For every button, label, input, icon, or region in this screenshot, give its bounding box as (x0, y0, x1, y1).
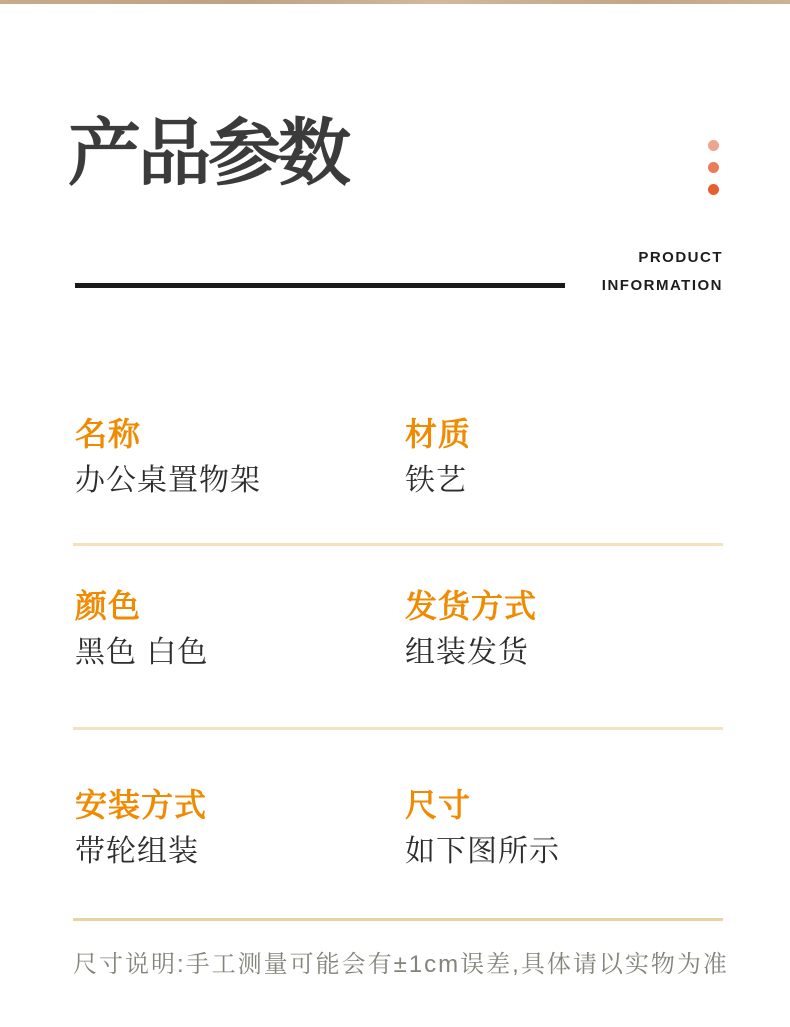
subtitle-english (602, 244, 723, 300)
dot-icon (708, 162, 719, 173)
param-label-shipping: 发货方式 (405, 588, 538, 624)
subtitle-line-product: PRODUCT (638, 249, 723, 266)
param-material (405, 415, 471, 499)
param-label-installation: 安装方式 (75, 787, 208, 823)
row-separator (73, 543, 723, 546)
param-name (75, 415, 261, 499)
dot-icon (708, 140, 719, 151)
header-divider-rule (75, 283, 565, 288)
param-installation (75, 786, 207, 870)
param-size (405, 786, 560, 870)
param-value-material: 铁艺 (405, 464, 467, 497)
param-label-color: 颜色 (75, 588, 142, 624)
param-value-name: 办公桌置物架 (75, 464, 261, 497)
top-border-line (0, 0, 790, 4)
dot-icon (708, 184, 719, 195)
param-shipping (405, 587, 537, 671)
size-disclaimer-note: 尺寸说明:手工测量可能会有±1cm误差,具体请以实物为准 (73, 951, 729, 978)
row-separator (73, 918, 723, 921)
page-title: 产品参数 (68, 113, 348, 194)
param-label-material: 材质 (405, 416, 472, 452)
decorative-dots (708, 140, 719, 195)
param-value-size: 如下图所示 (405, 835, 560, 868)
param-color (75, 587, 208, 671)
param-value-shipping: 组装发货 (405, 636, 529, 669)
param-label-name: 名称 (75, 416, 142, 452)
param-value-color: 黑色 白色 (75, 636, 209, 669)
param-label-size: 尺寸 (405, 787, 472, 823)
subtitle-line-information: INFORMATION (601, 277, 723, 294)
row-separator (73, 727, 723, 730)
param-value-installation: 带轮组装 (75, 835, 199, 868)
